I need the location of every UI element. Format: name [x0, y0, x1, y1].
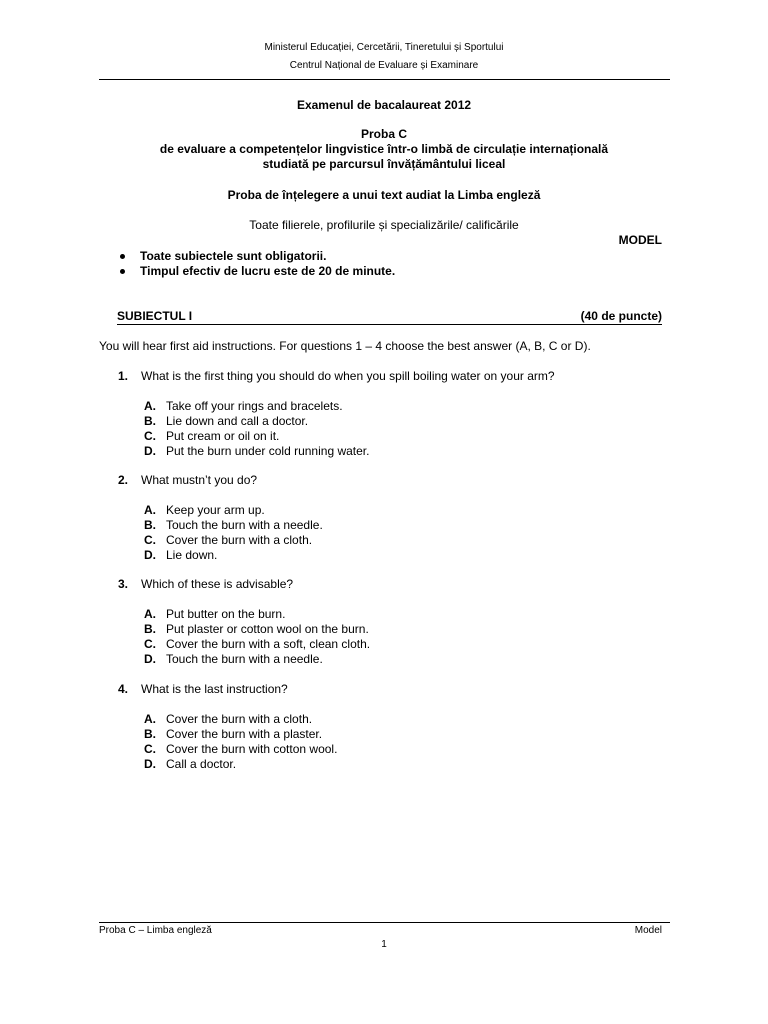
- question-4: [118, 682, 678, 772]
- option-text: Touch the burn with a needle.: [166, 518, 323, 532]
- instruction-text: Timpul efectiv de lucru este de 20 de minute.: [140, 264, 396, 278]
- option-letter: B.: [144, 518, 156, 532]
- instructions-list: [118, 249, 395, 279]
- exam-title: Examenul de bacalaureat 2012: [296, 98, 472, 112]
- option-letter: C.: [144, 533, 156, 547]
- header-center: Centrul Național de Evaluare și Examinare: [289, 60, 479, 71]
- option-text: Cover the burn with a plaster.: [166, 727, 323, 741]
- footer-divider: [99, 922, 670, 923]
- instruction-text: Toate subiectele sunt obligatorii.: [140, 249, 327, 263]
- question-text: What is the first thing you should do when you spill boiling water on your arm?: [141, 369, 555, 383]
- option-text: Lie down and call a doctor.: [166, 414, 309, 428]
- option-text: Cover the burn with cotton wool.: [166, 742, 338, 756]
- instruction-item: [118, 264, 395, 279]
- question-number: 1.: [118, 369, 129, 383]
- evaluation-line-1: de evaluare a competențelor lingvistice într-o limbă de circulație internațională: [159, 142, 609, 156]
- question-text: What is the last instruction?: [141, 682, 288, 696]
- option-text: Put cream or oil on it.: [166, 429, 280, 443]
- section-name: SUBIECTUL I: [117, 309, 193, 323]
- answer-option: [118, 533, 678, 548]
- filiere-line: Toate filierele, profilurile și specializările/ calificările: [249, 218, 519, 232]
- option-letter: B.: [144, 414, 156, 428]
- question-3: [118, 577, 678, 667]
- option-letter: A.: [144, 607, 156, 621]
- answer-option: [118, 637, 678, 652]
- option-text: Touch the burn with a needle.: [166, 652, 323, 666]
- bullet-icon: [120, 254, 125, 259]
- option-letter: D.: [144, 444, 156, 458]
- option-text: Put plaster or cotton wool on the burn.: [166, 622, 369, 636]
- model-label: MODEL: [618, 233, 662, 247]
- option-text: Lie down.: [166, 548, 218, 562]
- answer-option: [118, 414, 678, 429]
- proba-title: Proba C: [360, 127, 407, 141]
- answer-option: [118, 548, 678, 563]
- section-points: (40 de puncte): [580, 309, 662, 323]
- option-text: Put the burn under cold running water.: [166, 444, 370, 458]
- option-text: Put butter on the burn.: [166, 607, 286, 621]
- answer-option: [118, 503, 678, 518]
- answer-option: [118, 399, 678, 414]
- option-text: Keep your arm up.: [166, 503, 265, 517]
- option-text: Take off your rings and bracelets.: [166, 399, 343, 413]
- answer-option: [118, 518, 678, 533]
- header-divider: [99, 79, 670, 80]
- question-number: 4.: [118, 682, 129, 696]
- answer-option: [118, 742, 678, 757]
- question-text: What mustn’t you do?: [141, 473, 258, 487]
- option-text: Cover the burn with a cloth.: [166, 712, 313, 726]
- answer-option: [118, 712, 678, 727]
- instruction-item: [118, 249, 395, 264]
- bullet-icon: [120, 269, 125, 274]
- answer-option: [118, 622, 678, 637]
- option-letter: D.: [144, 757, 156, 771]
- option-letter: C.: [144, 742, 156, 756]
- option-letter: D.: [144, 652, 156, 666]
- header-ministry: Ministerul Educației, Cercetării, Tineretului și Sportului: [264, 42, 504, 53]
- footer-model: Model: [634, 925, 662, 936]
- option-letter: C.: [144, 429, 156, 443]
- answer-option: [118, 607, 678, 622]
- answer-option: [118, 429, 678, 444]
- option-letter: B.: [144, 622, 156, 636]
- question-2: [118, 473, 678, 563]
- task-instructions: You will hear first aid instructions. For questions 1 – 4 choose the best answer (A, B, C or D).: [99, 339, 591, 353]
- question-text: Which of these is advisable?: [141, 577, 294, 591]
- answer-option: [118, 757, 678, 772]
- option-text: Call a doctor.: [166, 757, 237, 771]
- evaluation-line-2: studiată pe parcursul învățământului liceal: [262, 157, 506, 171]
- answer-option: [118, 652, 678, 667]
- option-text: Cover the burn with a soft, clean cloth.: [166, 637, 371, 651]
- listening-test-title: Proba de înțelegere a unui text audiat la Limba engleză: [227, 188, 541, 202]
- footer-subject: Proba C – Limba engleză: [99, 925, 212, 936]
- option-letter: A.: [144, 503, 156, 517]
- section-heading: [117, 309, 662, 325]
- option-letter: A.: [144, 399, 156, 413]
- question-number: 2.: [118, 473, 129, 487]
- question-1: [118, 369, 678, 459]
- answer-option: [118, 444, 678, 459]
- option-letter: B.: [144, 727, 156, 741]
- option-letter: A.: [144, 712, 156, 726]
- page-number: 1: [381, 939, 387, 950]
- answer-option: [118, 727, 678, 742]
- option-text: Cover the burn with a cloth.: [166, 533, 313, 547]
- option-letter: D.: [144, 548, 156, 562]
- question-number: 3.: [118, 577, 129, 591]
- option-letter: C.: [144, 637, 156, 651]
